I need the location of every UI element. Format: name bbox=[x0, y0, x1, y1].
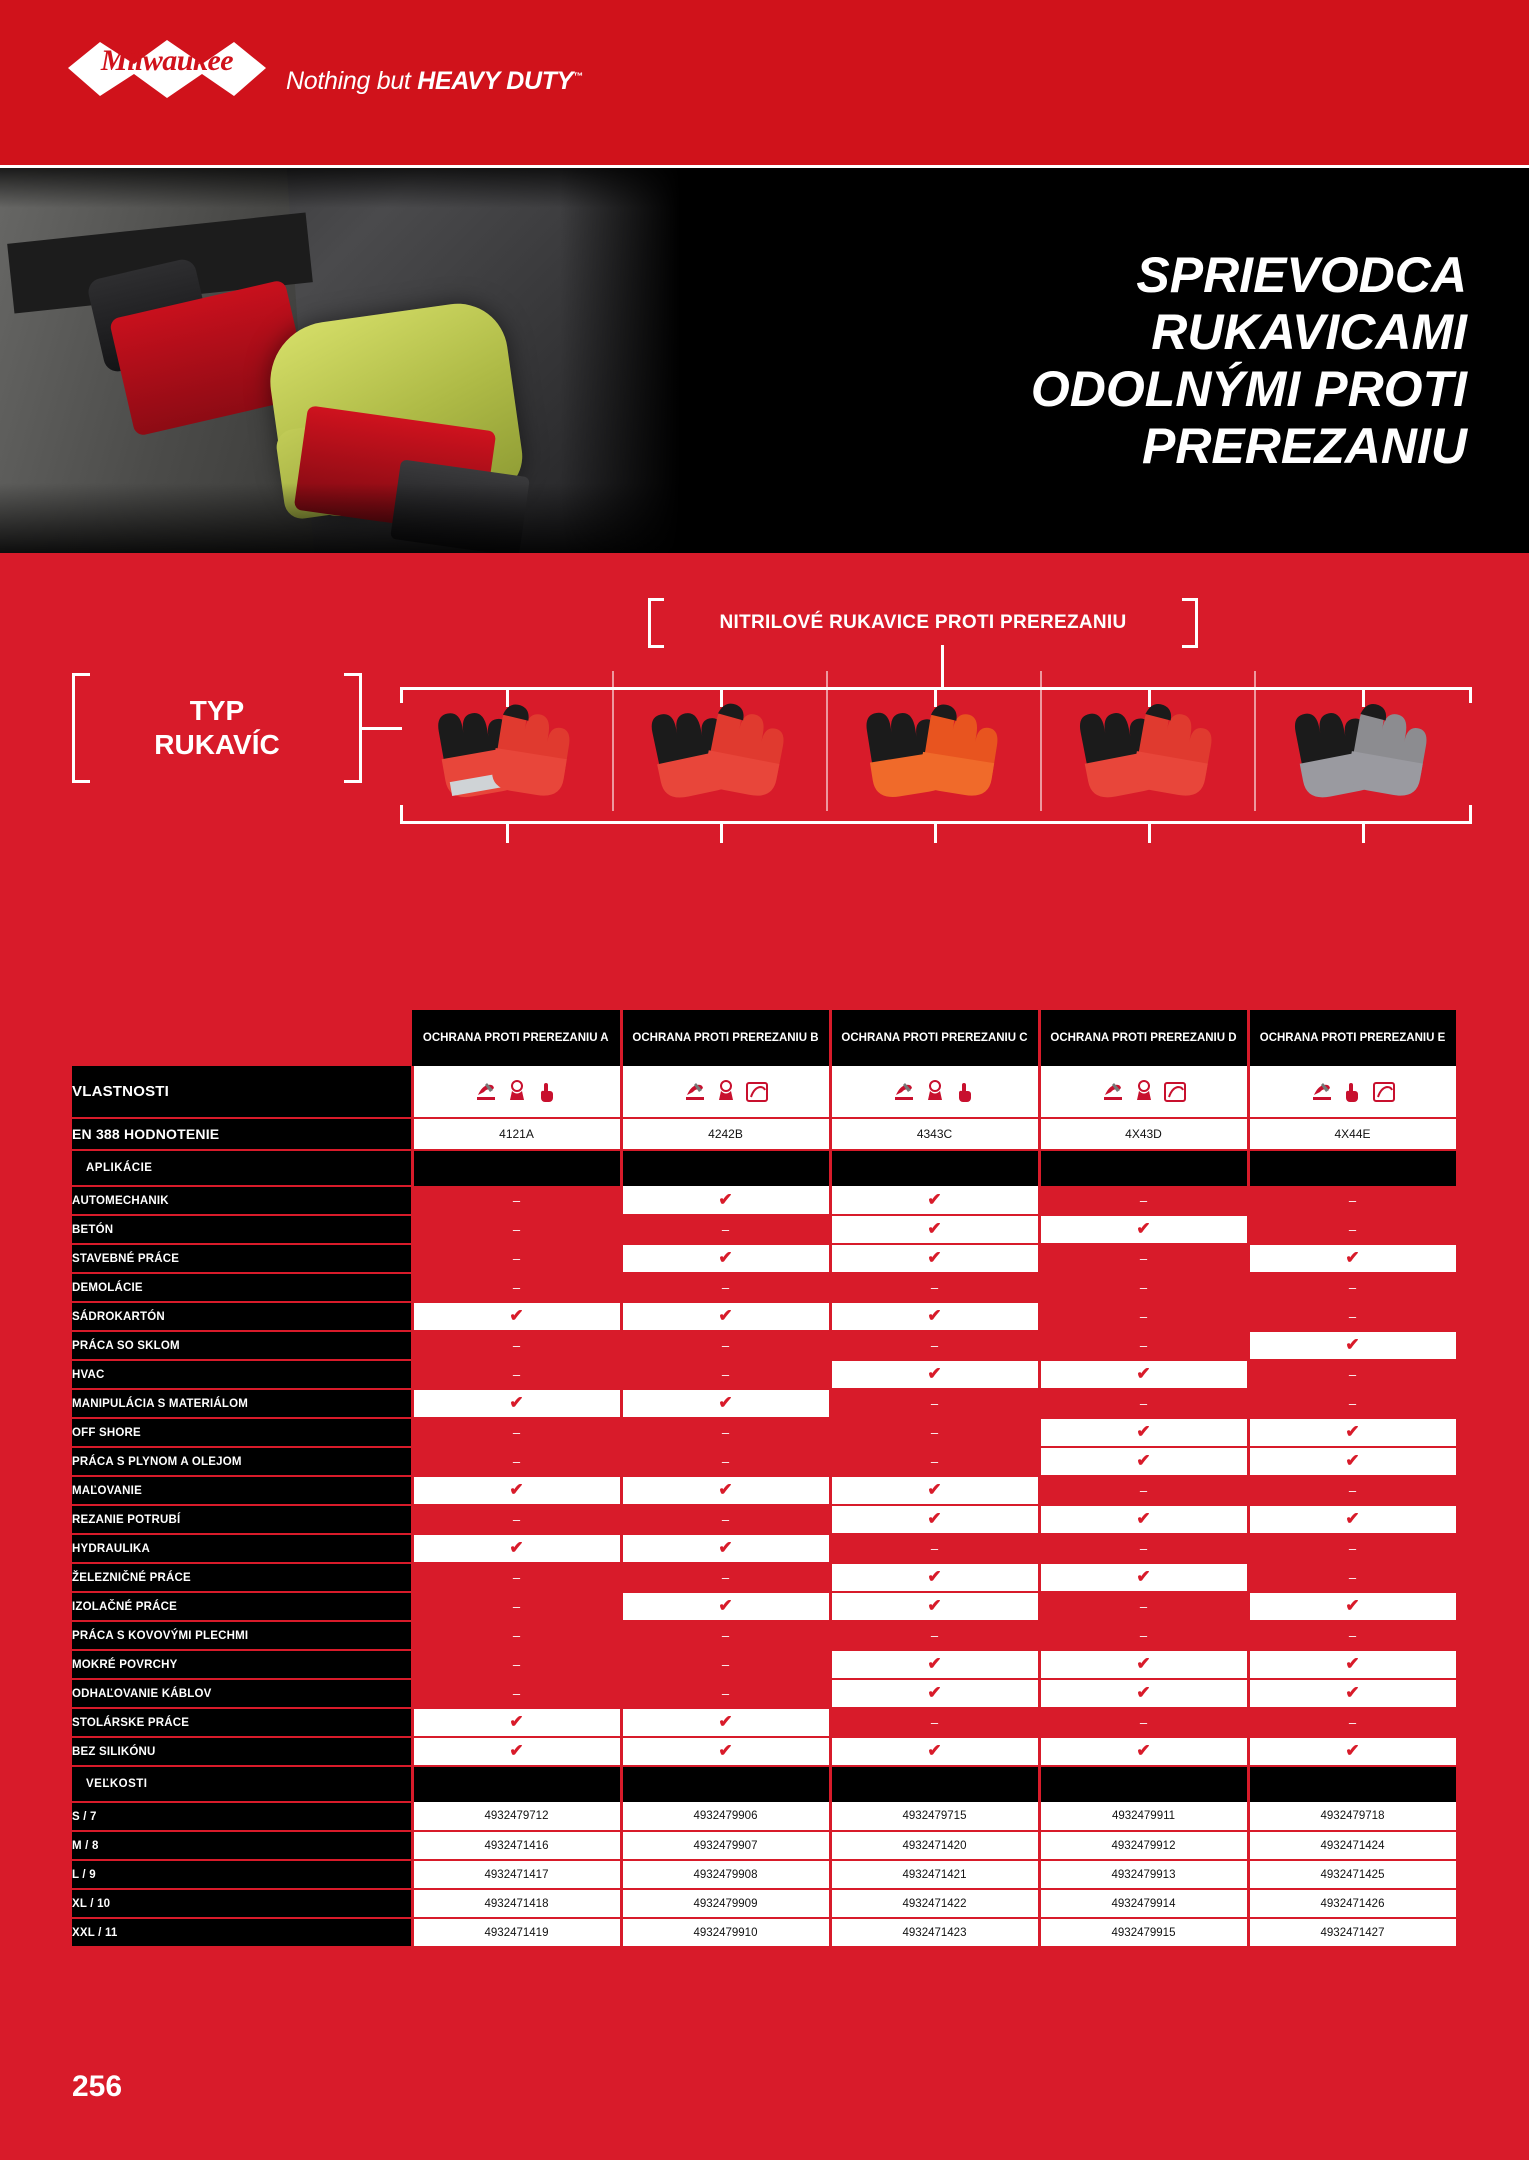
application-cell-yes: ✔ bbox=[830, 1679, 1039, 1708]
application-cell-no: – bbox=[412, 1244, 621, 1273]
application-label: ŽELEZNIČNÉ PRÁCE bbox=[72, 1563, 412, 1592]
application-cell-no: – bbox=[1248, 1708, 1457, 1737]
application-cell-no: – bbox=[412, 1186, 621, 1215]
application-cell-yes: ✔ bbox=[1039, 1418, 1248, 1447]
en388-value-1: 4121A bbox=[412, 1118, 621, 1150]
application-cell-no: – bbox=[1248, 1563, 1457, 1592]
column-header-a: OCHRANA PROTI PREREZANIU A bbox=[412, 1010, 621, 1066]
grip-icon bbox=[953, 1079, 979, 1105]
application-cell-yes: ✔ bbox=[1248, 1650, 1457, 1679]
size-label: L / 9 bbox=[72, 1860, 412, 1889]
column-header-d: OCHRANA PROTI PREREZANIU D bbox=[1039, 1010, 1248, 1066]
application-cell-yes: ✔ bbox=[830, 1737, 1039, 1766]
size-sku: 4932479907 bbox=[621, 1831, 830, 1860]
abrasion-icon bbox=[1371, 1079, 1397, 1105]
abrasion-icon bbox=[1162, 1079, 1188, 1105]
size-label: M / 8 bbox=[72, 1831, 412, 1860]
hero-title-line-3: ODOLNÝMI PROTI bbox=[1030, 360, 1467, 417]
table-row bbox=[72, 1831, 1457, 1860]
cut-level-icon bbox=[682, 1079, 708, 1105]
application-cell-no: – bbox=[621, 1331, 830, 1360]
en388-label: EN 388 HODNOTENIE bbox=[72, 1118, 412, 1150]
application-label: MAĽOVANIE bbox=[72, 1476, 412, 1505]
application-cell-no: – bbox=[621, 1360, 830, 1389]
application-cell-yes: ✔ bbox=[621, 1244, 830, 1273]
application-cell-no: – bbox=[621, 1273, 830, 1302]
application-label: AUTOMECHANIK bbox=[72, 1186, 412, 1215]
application-label: OFF SHORE bbox=[72, 1418, 412, 1447]
size-sku: 4932479909 bbox=[621, 1889, 830, 1918]
type-connector-line bbox=[362, 727, 402, 730]
application-cell-yes: ✔ bbox=[1039, 1447, 1248, 1476]
size-sku: 4932479908 bbox=[621, 1860, 830, 1889]
table-row bbox=[72, 1621, 1457, 1650]
en388-value-4: 4X43D bbox=[1039, 1118, 1248, 1150]
dexterity-icon bbox=[713, 1079, 739, 1105]
application-cell-yes: ✔ bbox=[830, 1505, 1039, 1534]
size-sku: 4932479712 bbox=[412, 1802, 621, 1831]
table-row bbox=[72, 1918, 1457, 1947]
application-cell-no: – bbox=[412, 1650, 621, 1679]
features-icons-col-4 bbox=[1039, 1066, 1248, 1118]
application-cell-yes: ✔ bbox=[830, 1592, 1039, 1621]
dexterity-icon bbox=[1131, 1079, 1157, 1105]
en388-value-2: 4242B bbox=[621, 1118, 830, 1150]
table-body bbox=[72, 1066, 1457, 1947]
hero-title bbox=[680, 168, 1529, 553]
table-row bbox=[72, 1244, 1457, 1273]
application-cell-no: – bbox=[1039, 1389, 1248, 1418]
table-row bbox=[72, 1302, 1457, 1331]
type-label-line-1: TYP bbox=[189, 695, 245, 727]
tagline-tm: ™ bbox=[573, 71, 583, 83]
size-label: XXL / 11 bbox=[72, 1918, 412, 1947]
cut-level-icon bbox=[1100, 1079, 1126, 1105]
application-cell-no: – bbox=[1248, 1621, 1457, 1650]
application-cell-yes: ✔ bbox=[830, 1186, 1039, 1215]
application-cell-yes: ✔ bbox=[1039, 1215, 1248, 1244]
application-cell-no: – bbox=[830, 1621, 1039, 1650]
application-label: SÁDROKARTÓN bbox=[72, 1302, 412, 1331]
application-label: REZANIE POTRUBÍ bbox=[72, 1505, 412, 1534]
application-label: DEMOLÁCIE bbox=[72, 1273, 412, 1302]
application-cell-yes: ✔ bbox=[830, 1302, 1039, 1331]
application-cell-no: – bbox=[1039, 1244, 1248, 1273]
tagline-strong: HEAVY DUTY bbox=[417, 67, 574, 95]
size-sku: 4932479906 bbox=[621, 1802, 830, 1831]
page-number: 256 bbox=[72, 2070, 123, 2103]
milwaukee-wordmark: Milwaukee bbox=[100, 44, 234, 77]
page-header bbox=[0, 0, 1529, 168]
application-cell-yes: ✔ bbox=[412, 1389, 621, 1418]
application-cell-yes: ✔ bbox=[621, 1534, 830, 1563]
table-row bbox=[72, 1389, 1457, 1418]
application-cell-yes: ✔ bbox=[412, 1302, 621, 1331]
application-cell-no: – bbox=[621, 1215, 830, 1244]
application-cell-yes: ✔ bbox=[412, 1708, 621, 1737]
application-label: ODHAĽOVANIE KÁBLOV bbox=[72, 1679, 412, 1708]
glove-image-e bbox=[1256, 671, 1470, 811]
application-cell-yes: ✔ bbox=[621, 1186, 830, 1215]
application-cell-no: – bbox=[412, 1505, 621, 1534]
application-cell-no: – bbox=[412, 1679, 621, 1708]
table-row bbox=[72, 1592, 1457, 1621]
application-cell-yes: ✔ bbox=[412, 1476, 621, 1505]
table-row bbox=[72, 1447, 1457, 1476]
cut-level-icon bbox=[473, 1079, 499, 1105]
size-sku: 4932471424 bbox=[1248, 1831, 1457, 1860]
application-label: MOKRÉ POVRCHY bbox=[72, 1650, 412, 1679]
applications-section bbox=[72, 1150, 1457, 1186]
application-cell-yes: ✔ bbox=[830, 1563, 1039, 1592]
glove-type-diagram bbox=[0, 553, 1529, 883]
application-cell-no: – bbox=[1248, 1534, 1457, 1563]
application-label: MANIPULÁCIA S MATERIÁLOM bbox=[72, 1389, 412, 1418]
sizes-section-label: VEĽKOSTI bbox=[72, 1766, 412, 1802]
application-cell-no: – bbox=[1039, 1592, 1248, 1621]
application-cell-yes: ✔ bbox=[1248, 1592, 1457, 1621]
table-header-row bbox=[72, 1010, 1457, 1066]
en388-row bbox=[72, 1118, 1457, 1150]
application-cell-yes: ✔ bbox=[830, 1215, 1039, 1244]
abrasion-icon bbox=[744, 1079, 770, 1105]
features-label: VLASTNOSTI bbox=[72, 1066, 412, 1118]
application-cell-yes: ✔ bbox=[830, 1476, 1039, 1505]
application-cell-yes: ✔ bbox=[830, 1650, 1039, 1679]
table-row bbox=[72, 1650, 1457, 1679]
size-sku: 4932479914 bbox=[1039, 1889, 1248, 1918]
dexterity-icon bbox=[922, 1079, 948, 1105]
application-cell-yes: ✔ bbox=[1039, 1360, 1248, 1389]
brand-tagline bbox=[286, 67, 583, 100]
group-label-nitrile bbox=[648, 601, 1198, 645]
application-label: BEZ SILIKÓNU bbox=[72, 1737, 412, 1766]
application-label: HVAC bbox=[72, 1360, 412, 1389]
features-icons-col-3 bbox=[830, 1066, 1039, 1118]
application-cell-no: – bbox=[830, 1534, 1039, 1563]
application-cell-no: – bbox=[412, 1592, 621, 1621]
application-cell-no: – bbox=[1248, 1389, 1457, 1418]
application-cell-no: – bbox=[1248, 1302, 1457, 1331]
application-cell-yes: ✔ bbox=[621, 1592, 830, 1621]
application-cell-no: – bbox=[412, 1331, 621, 1360]
application-label: STOLÁRSKE PRÁCE bbox=[72, 1708, 412, 1737]
application-cell-no: – bbox=[621, 1418, 830, 1447]
application-label: IZOLAČNÉ PRÁCE bbox=[72, 1592, 412, 1621]
hero-photo bbox=[0, 168, 680, 553]
size-sku: 4932471416 bbox=[412, 1831, 621, 1860]
application-cell-yes: ✔ bbox=[621, 1737, 830, 1766]
application-cell-no: – bbox=[412, 1447, 621, 1476]
table-row bbox=[72, 1418, 1457, 1447]
table-row bbox=[72, 1737, 1457, 1766]
en388-value-3: 4343C bbox=[830, 1118, 1039, 1150]
application-cell-no: – bbox=[412, 1621, 621, 1650]
application-cell-no: – bbox=[830, 1708, 1039, 1737]
table-row bbox=[72, 1889, 1457, 1918]
tagline-prefix: Nothing but bbox=[286, 67, 418, 95]
application-cell-no: – bbox=[1039, 1186, 1248, 1215]
application-cell-no: – bbox=[1039, 1331, 1248, 1360]
glove-image-d bbox=[1042, 671, 1256, 811]
type-label-box bbox=[72, 676, 362, 780]
features-icons-col-1 bbox=[412, 1066, 621, 1118]
application-label: PRÁCA S PLYNOM A OLEJOM bbox=[72, 1447, 412, 1476]
application-cell-no: – bbox=[621, 1650, 830, 1679]
column-header-e: OCHRANA PROTI PREREZANIU E bbox=[1248, 1010, 1457, 1066]
application-cell-no: – bbox=[1248, 1476, 1457, 1505]
application-cell-no: – bbox=[1248, 1273, 1457, 1302]
size-sku: 4932471425 bbox=[1248, 1860, 1457, 1889]
milwaukee-logo-icon bbox=[62, 38, 272, 100]
column-header-b: OCHRANA PROTI PREREZANIU B bbox=[621, 1010, 830, 1066]
size-sku: 4932471420 bbox=[830, 1831, 1039, 1860]
application-label: BETÓN bbox=[72, 1215, 412, 1244]
grip-icon bbox=[535, 1079, 561, 1105]
cut-level-icon bbox=[1309, 1079, 1335, 1105]
size-sku: 4932479911 bbox=[1039, 1802, 1248, 1831]
application-cell-no: – bbox=[1039, 1273, 1248, 1302]
type-label-line-2: RUKAVÍC bbox=[154, 729, 280, 760]
application-cell-yes: ✔ bbox=[1039, 1679, 1248, 1708]
grip-icon bbox=[1340, 1079, 1366, 1105]
table-row bbox=[72, 1679, 1457, 1708]
application-cell-no: – bbox=[621, 1447, 830, 1476]
application-cell-yes: ✔ bbox=[412, 1534, 621, 1563]
cut-level-icon bbox=[891, 1079, 917, 1105]
table-row bbox=[72, 1860, 1457, 1889]
hero-title-line-4: PREREZANIU bbox=[1141, 417, 1467, 474]
application-cell-yes: ✔ bbox=[1248, 1447, 1457, 1476]
application-cell-yes: ✔ bbox=[1248, 1244, 1457, 1273]
size-label: S / 7 bbox=[72, 1802, 412, 1831]
glove-image-a bbox=[400, 671, 614, 811]
application-cell-no: – bbox=[621, 1563, 830, 1592]
table-row bbox=[72, 1534, 1457, 1563]
application-cell-no: – bbox=[1248, 1186, 1457, 1215]
application-cell-no: – bbox=[1039, 1476, 1248, 1505]
group-label-text: NITRILOVÉ RUKAVICE PROTI PREREZANIU bbox=[719, 612, 1127, 633]
application-cell-no: – bbox=[1039, 1621, 1248, 1650]
size-sku: 4932471423 bbox=[830, 1918, 1039, 1947]
application-cell-yes: ✔ bbox=[1248, 1505, 1457, 1534]
application-label: PRÁCA S KOVOVÝMI PLECHMI bbox=[72, 1621, 412, 1650]
glove-image-c bbox=[828, 671, 1042, 811]
application-cell-no: – bbox=[621, 1505, 830, 1534]
application-cell-yes: ✔ bbox=[1248, 1737, 1457, 1766]
size-sku: 4932479912 bbox=[1039, 1831, 1248, 1860]
size-sku: 4932471419 bbox=[412, 1918, 621, 1947]
size-sku: 4932471422 bbox=[830, 1889, 1039, 1918]
application-cell-yes: ✔ bbox=[621, 1389, 830, 1418]
table-row bbox=[72, 1802, 1457, 1831]
application-cell-yes: ✔ bbox=[621, 1708, 830, 1737]
size-sku: 4932471418 bbox=[412, 1889, 621, 1918]
glove-image-row bbox=[400, 671, 1470, 811]
hero-title-line-1: SPRIEVODCA bbox=[1136, 246, 1467, 303]
features-icons-col-2 bbox=[621, 1066, 830, 1118]
application-cell-yes: ✔ bbox=[621, 1476, 830, 1505]
size-sku: 4932471426 bbox=[1248, 1889, 1457, 1918]
table-row bbox=[72, 1708, 1457, 1737]
application-cell-yes: ✔ bbox=[830, 1360, 1039, 1389]
application-cell-no: – bbox=[1248, 1360, 1457, 1389]
size-sku: 4932479915 bbox=[1039, 1918, 1248, 1947]
application-cell-no: – bbox=[412, 1563, 621, 1592]
table-row bbox=[72, 1331, 1457, 1360]
hero-title-line-2: RUKAVICAMI bbox=[1151, 303, 1467, 360]
application-cell-no: – bbox=[1039, 1534, 1248, 1563]
specification-table bbox=[72, 1010, 1482, 1948]
application-cell-no: – bbox=[412, 1215, 621, 1244]
table-row bbox=[72, 1505, 1457, 1534]
application-cell-yes: ✔ bbox=[830, 1244, 1039, 1273]
application-cell-no: – bbox=[830, 1389, 1039, 1418]
size-sku: 4932471417 bbox=[412, 1860, 621, 1889]
application-cell-yes: ✔ bbox=[1039, 1563, 1248, 1592]
size-sku: 4932479913 bbox=[1039, 1860, 1248, 1889]
header-blank bbox=[72, 1010, 412, 1066]
application-cell-yes: ✔ bbox=[1039, 1505, 1248, 1534]
application-cell-yes: ✔ bbox=[621, 1302, 830, 1331]
application-cell-yes: ✔ bbox=[412, 1737, 621, 1766]
application-cell-no: – bbox=[1248, 1215, 1457, 1244]
features-icons-col-5 bbox=[1248, 1066, 1457, 1118]
application-cell-no: – bbox=[621, 1679, 830, 1708]
table-row bbox=[72, 1476, 1457, 1505]
dexterity-icon bbox=[504, 1079, 530, 1105]
table-row bbox=[72, 1186, 1457, 1215]
sizes-section bbox=[72, 1766, 1457, 1802]
table-row bbox=[72, 1360, 1457, 1389]
application-cell-no: – bbox=[830, 1331, 1039, 1360]
application-cell-no: – bbox=[412, 1273, 621, 1302]
application-cell-no: – bbox=[621, 1621, 830, 1650]
features-row bbox=[72, 1066, 1457, 1118]
glove-image-b bbox=[614, 671, 828, 811]
application-cell-no: – bbox=[830, 1447, 1039, 1476]
size-sku: 4932479718 bbox=[1248, 1802, 1457, 1831]
application-cell-yes: ✔ bbox=[1039, 1650, 1248, 1679]
brand-lockup bbox=[62, 38, 583, 100]
size-sku: 4932479910 bbox=[621, 1918, 830, 1947]
table-row bbox=[72, 1273, 1457, 1302]
application-label: STAVEBNÉ PRÁCE bbox=[72, 1244, 412, 1273]
application-cell-no: – bbox=[1039, 1708, 1248, 1737]
size-label: XL / 10 bbox=[72, 1889, 412, 1918]
application-label: PRÁCA SO SKLOM bbox=[72, 1331, 412, 1360]
application-cell-no: – bbox=[412, 1418, 621, 1447]
application-cell-yes: ✔ bbox=[1248, 1418, 1457, 1447]
application-cell-yes: ✔ bbox=[1248, 1331, 1457, 1360]
size-sku: 4932471421 bbox=[830, 1860, 1039, 1889]
application-cell-no: – bbox=[1039, 1302, 1248, 1331]
size-sku: 4932471427 bbox=[1248, 1918, 1457, 1947]
spec-table bbox=[72, 1010, 1459, 1948]
applications-section-label: APLIKÁCIE bbox=[72, 1150, 412, 1186]
column-header-c: OCHRANA PROTI PREREZANIU C bbox=[830, 1010, 1039, 1066]
application-label: HYDRAULIKA bbox=[72, 1534, 412, 1563]
application-cell-no: – bbox=[830, 1418, 1039, 1447]
en388-value-5: 4X44E bbox=[1248, 1118, 1457, 1150]
size-sku: 4932479715 bbox=[830, 1802, 1039, 1831]
table-row bbox=[72, 1563, 1457, 1592]
application-cell-yes: ✔ bbox=[1039, 1737, 1248, 1766]
application-cell-yes: ✔ bbox=[1248, 1679, 1457, 1708]
hero-banner bbox=[0, 168, 1529, 553]
table-row bbox=[72, 1215, 1457, 1244]
application-cell-no: – bbox=[412, 1360, 621, 1389]
application-cell-no: – bbox=[830, 1273, 1039, 1302]
